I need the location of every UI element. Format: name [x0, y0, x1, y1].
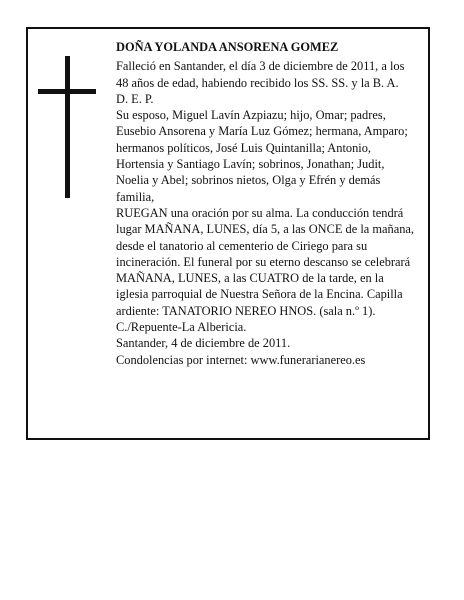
cross-horizontal-bar	[38, 89, 96, 94]
rest-in-peace: D. E. P.	[116, 91, 154, 106]
cross-vertical-bar	[65, 56, 70, 198]
condolences-line: Condolencias por internet: www.funerarianereo.es	[116, 352, 366, 367]
family-list: Su esposo, Miguel Lavín Azpiazu; hijo, Omar; padres, Eusebio Ansorena y María Luz Gómez; hermana, Amparo; hermanos políticos, José Luis Quintanilla; Antonio, Hortensia y Santiago Lavín; sobrinos, Jonathan; Judit, Noelia y Abel; sobrinos nietos, Olga y Efrén y demás familia,	[116, 108, 408, 204]
death-notice: Falleció en Santander, el día 3 de diciembre de 2011, a los 48 años de edad, habiendo recibido los SS. SS. y la B. A.	[116, 59, 405, 90]
place-date: Santander, 4 de diciembre de 2011.	[116, 336, 291, 351]
obituary-text	[116, 39, 416, 368]
funeral-request: RUEGAN una oración por su alma. La conducción tendrá lugar MAÑANA, LUNES, día 5, a las ONCE de la mañana, desde el tanatorio al cementerio de Ciriego para su incineración. El funeral por su eterno descanso se celebrará MAÑANA, LUNES, a las CUATRO de la tarde, en la iglesia parroquial de Nuestra Señora de la Encina. Capilla ardiente: TANATORIO NEREO HNOS. (sala n.º 1). C./Repuente-La Albericia.	[116, 205, 414, 335]
latin-cross-icon	[38, 56, 96, 198]
deceased-name: DOÑA YOLANDA ANSORENA GOMEZ	[116, 40, 339, 54]
obituary-notice	[26, 27, 430, 440]
